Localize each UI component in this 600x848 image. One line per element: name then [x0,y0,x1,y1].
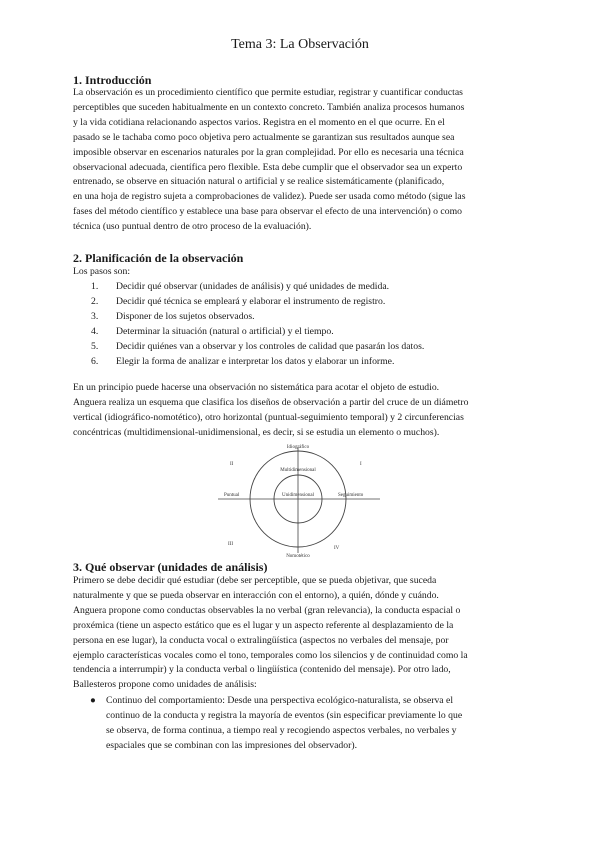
label-left: Puntual [224,493,240,498]
list-item: 4. Determinar la situación (natural o artificial) y el tiempo. [91,325,334,337]
paragraph-anguera-esquema: En un principio puede hacerse una observación no sistemática para acotar el objeto de estudio. Anguera realiza un esquema que clasifica los diseños de observación a partir del cruce de un diámetro vertical (idiográfico-nomotético), otro horizontal (puntual-seguimiento temporal) y 2 circunferencias concéntricas (multidimensional-unidimensional, es decir, si se estudia un elemento o muchos). [73,382,469,438]
label-bottom: Nomotético [286,554,310,558]
paragraph-que-observar: Primero se debe decidir qué estudiar (debe ser perceptible, que se pueda objetivar, que suceda naturalmente y que se pueda observar en interacción con el entorno), a quién, dónde y cuándo. Anguera propone como conductas observables la no verbal (gran relevancia), la conducta espacial o proxémica (tiene un aspecto estático que es el lugar y un aspecto referente al desplazamiento de la persona en ese lugar), la conducta vocal o extralingüística (aspectos no verbales del mensaje, por ejemplo características vocales como el tono, temporales como los silencios y de continuidad como la tendencia a interrumpir) y la conducta verbal o lingüística (contenido del mensaje). Por otro lado, Ballesteros propone como unidades de análisis: [73,575,468,691]
label-quadrant-3: III [228,542,233,547]
label-top: Idiográfico [286,445,310,450]
label-quadrant-1: I [360,462,362,467]
list-item: 5. Decidir quiénes van a observar y los controles de calidad que pasarán los datos. [91,340,425,352]
bullet-icon: ● [90,695,96,706]
section-heading-que-observar: 3. Qué observar (unidades de análisis) [73,560,268,574]
label-inner: Unidimensional [282,493,314,498]
label-outer: Multidimensional [280,468,316,473]
list-item: 1. Decidir qué observar (unidades de análisis) y qué unidades de medida. [91,281,390,292]
steps-intro: Los pasos son: [73,266,131,277]
list-item: 2. Decidir qué técnica se empleará y elaborar el instrumento de registro. [91,295,386,307]
list-item: 3. Disponer de los sujetos observados. [91,310,255,322]
label-quadrant-4: IV [334,546,340,551]
section-heading-introduccion: 1. Introducción [73,73,152,87]
list-item: ● Continuo del comportamiento: Desde una perspectiva ecológico-naturalista, se observa el continuo de la conducta y registra la mayoría de eventos (sin especificar previamente lo que se observa, de forma continua, a tiempo real y recogiendo aspectos verbales, no verbales y espaciales que se combinan con las impresiones del observador). [90,695,463,751]
section-heading-planificacion: 2. Planificación de la observación [73,251,244,265]
page-title: Tema 3: La Observación [231,37,369,52]
label-right: Seguimiento [338,493,364,498]
bullet-list [73,694,533,754]
observation-design-diagram [218,441,380,558]
paragraph-introduccion: La observación es un procedimiento científico que permite estudiar, registrar y cuantificar conductas perceptibles que suceden habitualmente en un contexto concreto. También analiza procesos humanos y la vida cotidiana relacionando aspectos varios. Registra en el momento en el que ocurre. En el pasado se le tachaba como poco objetiva pero actualmente se garantizan sus resultados aunque sea imposible observar en escenarios naturales por la gran complejidad. Por ello es necesaria una técnica observacional adecuada, científica pero flexible. Esta debe cumplir que el observador sea un experto entrenado, se observe en situación natural o artificial y se realice sistemáticamente (planificado, en una hoja de registro sujeta a comprobaciones de validez). Puede ser usada como método (sigue las fases del método científico y establece una base para observar el efecto de una intervención) o como técnica (uso puntual dentro de otro proceso de la evaluación). [73,87,466,233]
list-item: 6. Elegir la forma de analizar e interpretar los datos y elaborar un informe. [91,355,395,367]
label-quadrant-2: II [230,462,234,467]
steps-list [73,280,533,369]
